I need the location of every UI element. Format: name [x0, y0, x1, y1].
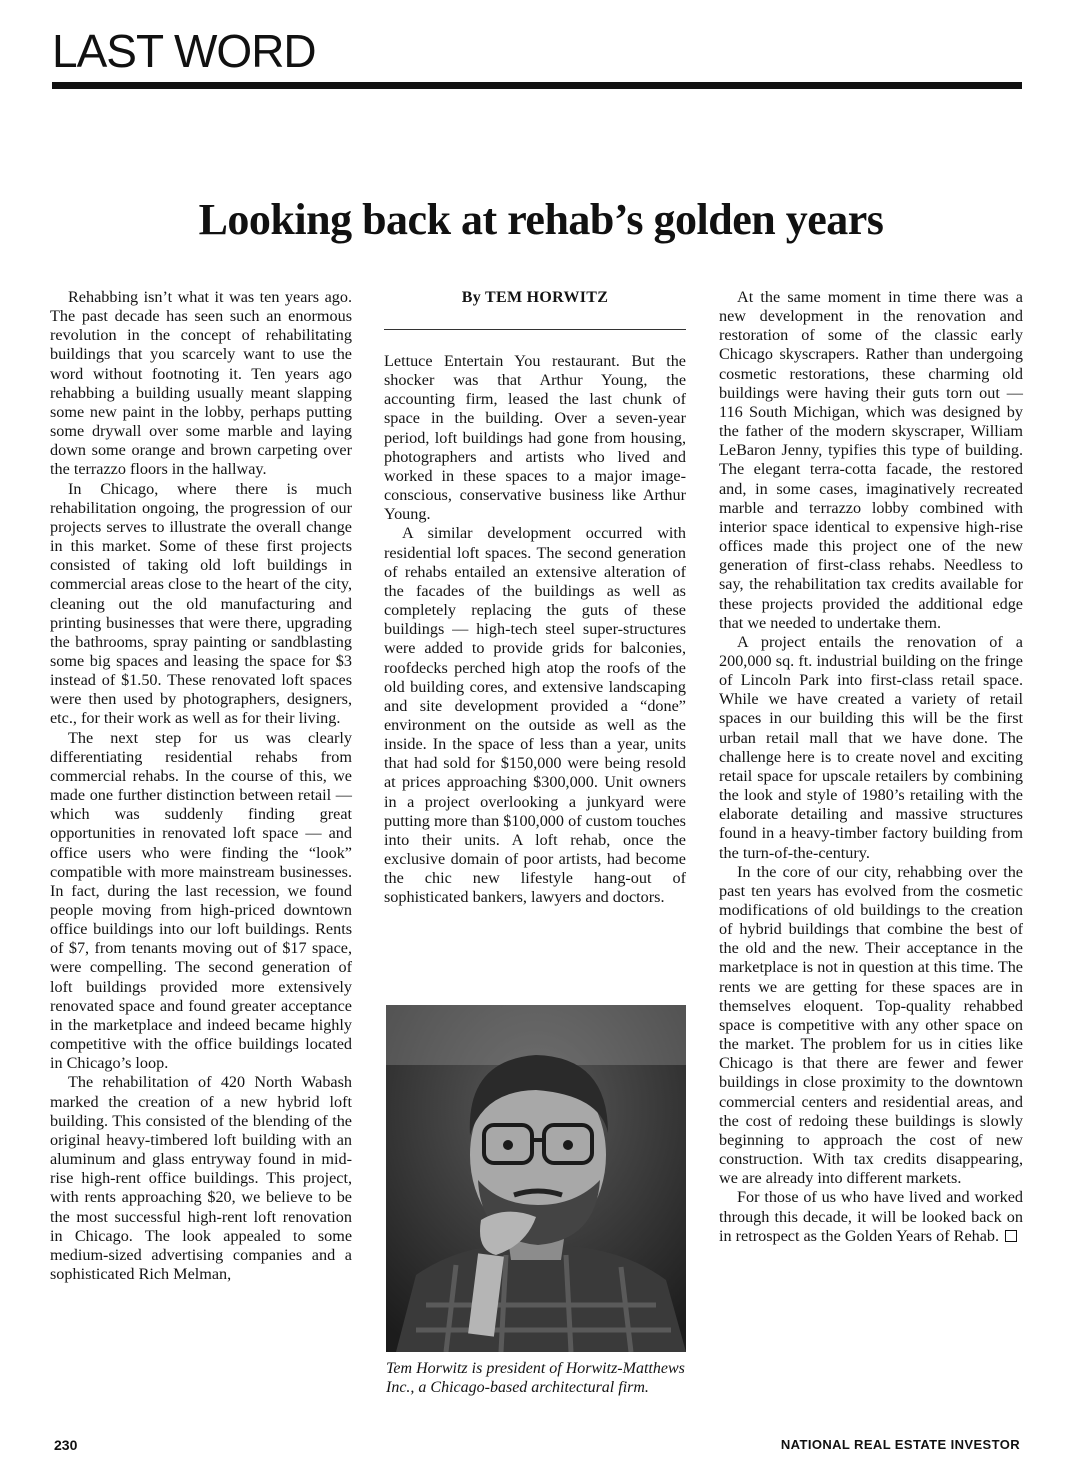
paragraph: A project entails the renovation of a 200,000 sq. ft. industrial building on the fringe of Lincoln Park into first-class retail space. While we have created a variety of retail spaces in our building this will be the first urban retail mall that we have done. The challenge here is to create novel and exciting retail space for upscale retailers by combining the look and style of 1980’s retailing with the elaborate detailing and massive structures found in a heavy-timber factory building from the turn-of-the-century. [719, 632, 1023, 862]
author-portrait-illustration [386, 1005, 686, 1352]
paragraph: The rehabilitation of 420 North Wabash marked the creation of a new hybrid loft building. This consisted of the blending of the original heavy-timbered loft building with an aluminum and glass entryway found in mid-rise high-rent office buildings. This project, with rents approaching $20, we believe to be the most successful high-rent loft renovation in Chicago. The look appealed to some medium-sized advertising companies and a sophisticated Rich Melman, [50, 1073, 352, 1283]
author-photo [386, 1005, 686, 1352]
closing-text: For those of us who have lived and worked through this decade, it will be looked back on in retrospect as the Golden Years of Rehab. [719, 1188, 1023, 1245]
publication-name: NATIONAL REAL ESTATE INVESTOR [780, 1437, 1020, 1452]
paragraph: Rehabbing isn’t what it was ten years ago. The past decade has seen such an enormous revolution in the concept of rehabilitating buildings that you scarcely want to use the word without footnoting it. Ten years ago rehabbing a building usually meant slapping some new paint in the lobby, perhaps putting some drywall over some marble and laying down some orange and brown carpeting over the terrazzo floors in the hallway. [50, 288, 352, 479]
paragraph: At the same moment in time there was a new development in the renovation and restoration of some of the classic early Chicago skyscrapers. Rather than undergoing cosmetic restorations, these charming old buildings were having their guts torn out — 116 South Michigan, which was designed by the father of the modern skyscraper, William LeBaron Jenny, typifies this type of building. The elegant terra-cotta facade, the restored and, in some cases, imaginatively recreated marble and terrazzo lobby combined with interior space identical to expensive high-rise offices made this project one of the new generation of first-class rehabs. Needless to say, the rehabilitation tax credits available for these projects provided the additional edge that we needed to undertake them. [719, 288, 1023, 632]
photo-caption: Tem Horwitz is president of Horwitz-Matthews Inc., a Chicago-based architectural firm. [386, 1360, 685, 1396]
column-1 [50, 288, 352, 1284]
page-number: 230 [54, 1437, 78, 1453]
paragraph: In the core of our city, rehabbing over the past ten years has evolved from the cosmetic modifications of old buildings to the creation of hybrid buildings that combine the best of the old and the new. Their acceptance in the marketplace is not in question at this time. The rents we are getting for these spaces are in themselves eloquent. Top-quality rehabbed space is competitive with any other space on the market. The problem for us in cities like Chicago is that there are fewer and fewer buildings in close proximity to the downtown commercial centers and residential areas, and the cost of redoing these buildings is slowly beginning to approach the cost of new construction. With tax credits disappearing, we are already into different markets. [719, 862, 1023, 1188]
masthead-logo: LAST WORD [52, 25, 316, 77]
byline: By TEM HORWITZ [461, 289, 609, 306]
column-2 [384, 288, 686, 908]
paragraph: Lettuce Entertain You restaurant. But the shocker was that Arthur Young, the accounting firm, leased the last chunk of space in the building. Over a seven-year period, loft buildings had gone from housing, photographers and artists who lived and worked in these spaces to a major image-conscious, conservative business like Arthur Young. [384, 352, 686, 524]
paragraph: The next step for us was clearly differentiating residential rehabs from commercial rehabs. In the course of this, we made one further distinction between retail — which was suddenly finding great opportunities in renovated loft space — and office users who were finding the “look” compatible with more mainstream businesses. In fact, during the last recession, we found people moving from high-priced downtown office buildings into our loft buildings. Rents of $7, from tenants moving out of $17 space, were compelling. The second generation of loft buildings provided more extensively renovated space and found greater acceptance in the marketplace and indeed became highly competitive with the office buildings located in Chicago’s loop. [50, 728, 352, 1073]
article-headline: Looking back at rehab’s golden years [198, 195, 884, 245]
paragraph [719, 1188, 1023, 1245]
byline-rule [384, 329, 686, 330]
masthead-rule [52, 82, 1022, 89]
paragraph: In Chicago, where there is much rehabilitation ongoing, the progression of our projects serves to illustrate the overall change in this market. Some of these first projects consisted of taking old loft buildings in commercial areas close to the heart of the city, cleaning out the old manufacturing and printing businesses that were there, upgrading the bathrooms, spray painting or sandblasting some big spaces and leasing the space for $3 instead of $1.50. These renovated loft spaces were then used by photographers, designers, etc., for their work as well as for their living. [50, 479, 352, 728]
column-3 [719, 288, 1023, 1246]
end-mark-icon [1005, 1230, 1017, 1242]
paragraph: A similar development occurred with residential loft spaces. The second generation of rehabs entailed an extensive alteration of the facades of the buildings as well as completely replacing the guts of these buildings — high-tech steel super-structures were added to provide grids for balconies, roofdecks perched high atop the roofs of the old building cores, and extensive landscaping and site development provided a “done” environment on the outside as well as the inside. In the space of less than a year, units that had sold for $150,000 were being resold at prices approaching $300,000. Unit owners in a project overlooking a junkyard were putting more than $100,000 of custom touches into their units. A loft rehab, once the exclusive domain of poor artists, had become the chic new lifestyle hang-out of sophisticated bankers, lawyers and doctors. [384, 524, 686, 907]
